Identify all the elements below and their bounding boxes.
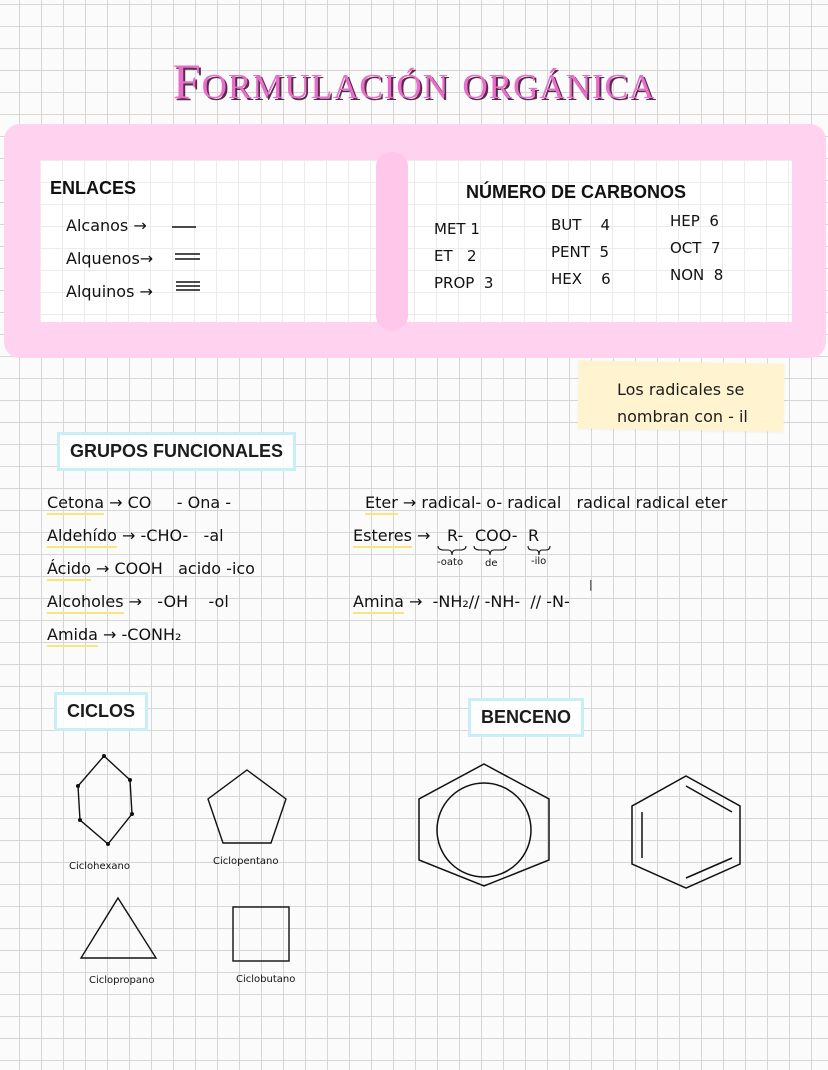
ester-coo: COO- — [475, 526, 518, 545]
double-bond-icon — [172, 248, 202, 268]
brace-label: -oato — [437, 557, 464, 568]
grupo-acido — [47, 559, 255, 578]
panel-divider — [376, 152, 408, 330]
ciclopropano-icon — [78, 894, 160, 962]
enlace-alquinos — [66, 282, 153, 301]
enlace-label: Alquenos — [66, 249, 140, 268]
grupo-desc: → -NH₂// -NH- // -N- — [403, 592, 570, 611]
amine-bond-tick: | — [589, 578, 593, 591]
benceno-kekule-icon — [624, 772, 748, 892]
carbono-non: NON 8 — [670, 266, 724, 284]
caption-ciclohexano: Ciclohexano — [69, 861, 130, 872]
grupo-name: Alcoholes — [47, 592, 124, 614]
grupo-name: Cetona — [47, 493, 104, 515]
carbono-met: MET 1 — [434, 220, 480, 238]
enlace-label: Alquinos — [66, 282, 135, 301]
grupo-amina — [353, 592, 570, 611]
grupo-aldehido — [47, 526, 224, 545]
ciclobutano-icon — [230, 904, 294, 966]
grupo-name: Amida — [47, 625, 98, 647]
grupo-cetona — [47, 493, 231, 512]
grupos-header: GRUPOS FUNCIONALES — [57, 432, 296, 471]
grupo-name: Amina — [353, 592, 404, 614]
enlace-label: Alcanos — [66, 216, 129, 235]
note-line: nombran con - il — [617, 407, 748, 426]
page-title: Formulación orgánica — [172, 53, 656, 109]
arrow-icon: → — [139, 282, 153, 301]
arrow-icon: → — [411, 526, 431, 545]
carbonos-header: NÚMERO DE CARBONOS — [466, 182, 687, 202]
caption-ciclopropano: Ciclopropano — [89, 975, 155, 986]
grupo-desc: → -CHO- -al — [116, 526, 224, 545]
caption-ciclobutano: Ciclobutano — [236, 974, 296, 985]
grupo-desc: → CO - Ona - — [104, 493, 232, 512]
arrow-icon: → — [133, 216, 147, 235]
enlaces-header: ENLACES — [50, 178, 137, 198]
caption-ciclopentano: Ciclopentano — [213, 856, 279, 867]
brace-label: de — [485, 558, 498, 569]
ester-r2: R — [528, 526, 540, 545]
brace-label: -ilo — [531, 556, 547, 567]
arrow-icon: → — [139, 249, 154, 268]
single-bond-icon — [170, 218, 200, 238]
grupo-eter — [365, 493, 727, 512]
benceno-header: BENCENO — [468, 698, 584, 737]
grupo-alcoholes — [47, 592, 229, 611]
carbono-hex: HEX 6 — [551, 270, 611, 288]
grupo-name: Aldehído — [47, 526, 117, 548]
grupo-desc: → radical- o- radical radical radical eter — [397, 493, 728, 512]
grupo-desc: → COOH acido -ico — [90, 559, 255, 578]
grupo-amida — [47, 625, 181, 644]
benceno-circle-icon — [414, 760, 556, 890]
grupo-esteres — [353, 526, 430, 545]
grupo-name: Ácido — [47, 559, 91, 581]
ciclopentano-icon — [203, 766, 291, 850]
grupo-desc: → -CONH₂ — [97, 625, 182, 644]
enlace-alquenos — [66, 249, 153, 268]
triple-bond-icon — [174, 278, 204, 298]
carbono-pent: PENT 5 — [551, 243, 609, 261]
ciclohexano-icon — [66, 748, 146, 852]
grupo-desc: → -OH -ol — [123, 592, 229, 611]
carbono-prop: PROP 3 — [434, 274, 494, 292]
grupo-name: Esteres — [353, 526, 412, 548]
carbono-but: BUT 4 — [551, 216, 611, 234]
carbono-oct: OCT 7 — [670, 239, 721, 257]
note-line: Los radicales se — [617, 380, 745, 399]
ciclos-header: CICLOS — [54, 692, 148, 731]
ester-r1: R- — [447, 526, 464, 545]
carbono-hep: HEP 6 — [670, 212, 719, 230]
enlace-alcanos — [66, 216, 147, 235]
sticky-note-text — [617, 376, 748, 430]
carbono-et: ET 2 — [434, 247, 477, 265]
grupo-name: Eter — [365, 493, 398, 515]
